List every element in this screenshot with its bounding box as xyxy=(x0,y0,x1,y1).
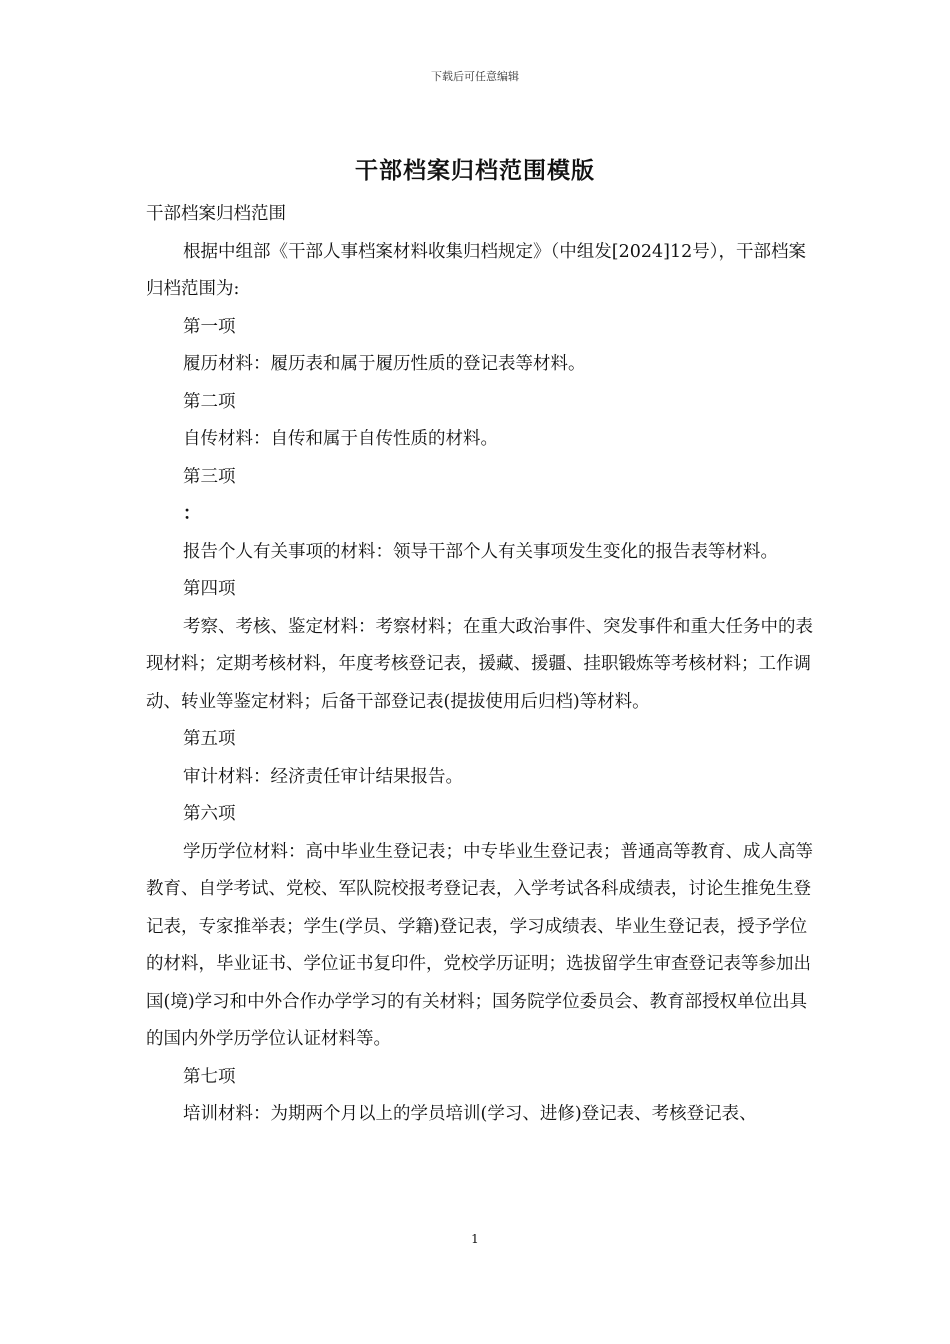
item-text-6: 学历学位材料：高中毕业生登记表；中专毕业生登记表；普通高等教育、成人高等教育、自学考试、党校、军队院校报考登记表，入学考试各科成绩表，讨论生推免生登记表，专家推举表；学生(学员、学籍)登记表，学习成绩表、毕业生登记表，授予学位的材料，毕业证书、学位证书复印件，党校学历证明；选拔留学生审查登记表等参加出国(境)学习和中外合作办学学习的有关材料；国务院学位委员会、教育部授权单位出具的国内外学历学位认证材料等。 xyxy=(146,841,813,1049)
section-heading: 干部档案归档范围 xyxy=(146,204,286,224)
item-text-3: 报告个人有关事项的材料：领导干部个人有关事项发生变化的报告表等材料。 xyxy=(183,541,778,562)
page-number: 1 xyxy=(471,1232,479,1246)
item-heading-1: 第一项 xyxy=(183,316,236,337)
item-heading-7: 第七项 xyxy=(183,1066,236,1087)
colon-line: ： xyxy=(183,504,201,524)
intro-paragraph: 根据中组部《干部人事档案材料收集归档规定》（中组发[2024]12号），干部档案归档范围为: xyxy=(146,241,806,299)
page-header: 下载后可任意编辑 xyxy=(431,70,519,83)
document-title: 干部档案归档范围模版 xyxy=(355,157,595,184)
item-heading-2: 第二项 xyxy=(183,391,236,412)
item-text-2: 自传材料：自传和属于自传性质的材料。 xyxy=(183,429,498,449)
item-text-7: 培训材料：为期两个月以上的学员培训(学习、进修)登记表、考核登记表、 xyxy=(183,1104,757,1124)
item-heading-4: 第四项 xyxy=(183,579,236,599)
item-text-5: 审计材料：经济责任审计结果报告。 xyxy=(183,766,463,787)
item-heading-3: 第三项 xyxy=(183,466,236,487)
item-text-4: 考察、考核、鉴定材料：考察材料；在重大政治事件、突发事件和重大任务中的表现材料；定期考核材料，年度考核登记表，援藏、援疆、挂职锻炼等考核材料；工作调动、转业等鉴定材料；后备干部登记表(提拔使用后归档)等材料。 xyxy=(146,616,813,712)
document-body xyxy=(146,196,816,1134)
item-heading-5: 第五项 xyxy=(183,729,236,749)
item-heading-6: 第六项 xyxy=(183,804,236,824)
item-text-1: 履历材料：履历表和属于履历性质的登记表等材料。 xyxy=(183,354,586,374)
